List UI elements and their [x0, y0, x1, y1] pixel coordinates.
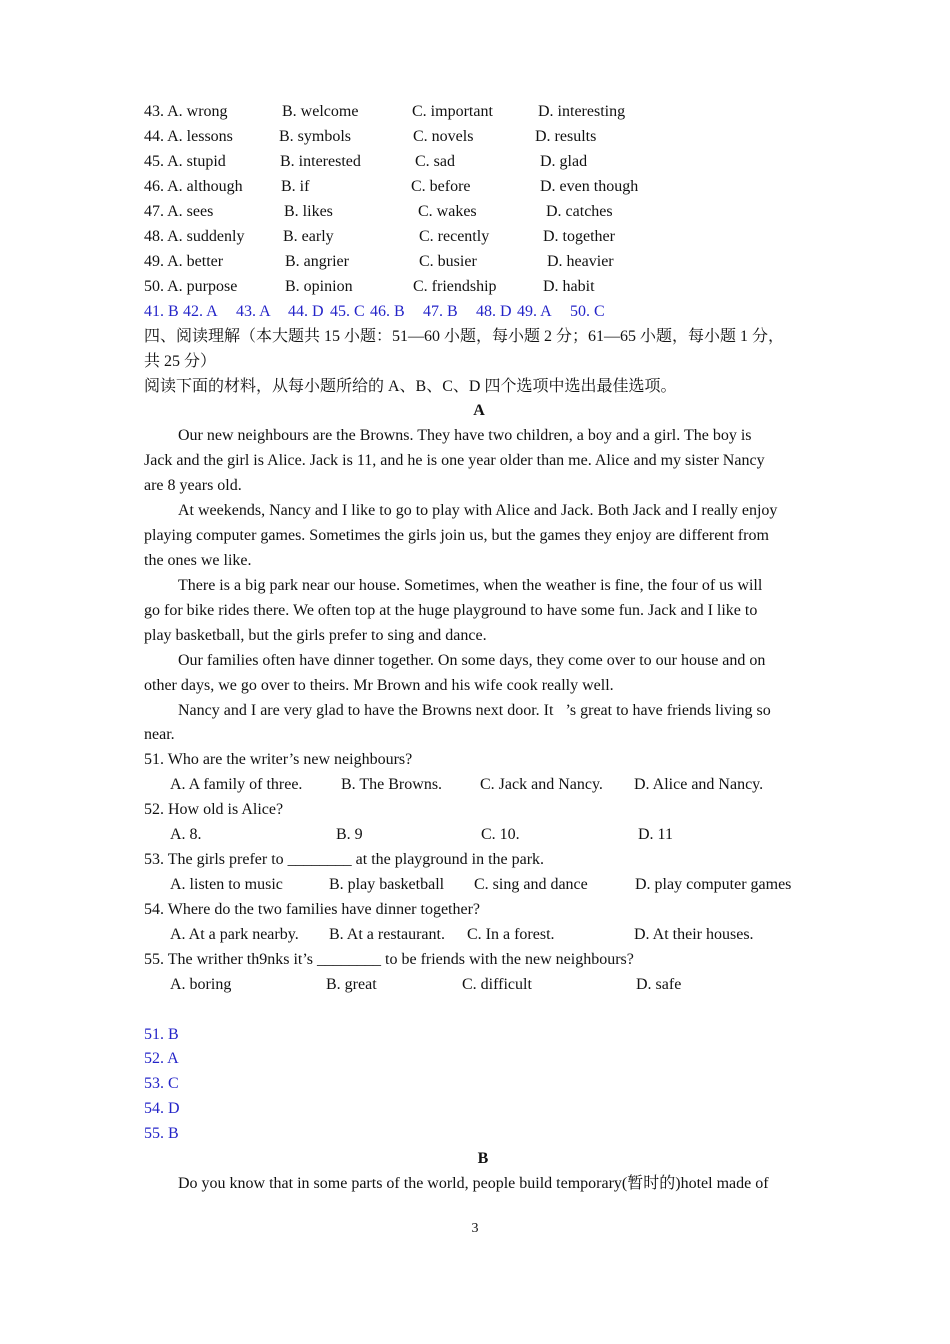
question-option-a: A. 8.: [170, 826, 202, 844]
paragraph-line: Jack and the girl is Alice. Jack is 11, and he is one year older than me. Alice and my sister Nancy: [144, 452, 765, 470]
cloze-options-row: [144, 200, 814, 225]
question-option-b: B. great: [326, 975, 377, 993]
paragraph-line: Nancy and I are very glad to have the Browns next door. It ’s great to have friends living so: [178, 701, 771, 719]
cloze-option-d: D. heavier: [547, 252, 614, 270]
cloze-option-b: B. early: [283, 228, 334, 245]
question-option-d: D. At their houses.: [634, 925, 754, 943]
cloze-options-row: [144, 150, 814, 175]
cloze-option-c: C. novels: [413, 128, 474, 146]
cloze-option-c: C. sad: [415, 153, 455, 171]
paragraph-line: Our new neighbours are the Browns. They have two children, a boy and a girl. The boy is: [178, 427, 752, 445]
cloze-option-c: C. recently: [419, 228, 490, 245]
reading-answer: 54. D: [144, 1100, 180, 1118]
cloze-answer-key: [144, 300, 814, 325]
reading-answer: 53. C: [144, 1075, 179, 1093]
cloze-option-d: D. even though: [540, 178, 639, 196]
question-option-d: D. 11: [638, 826, 673, 844]
question-stem: 54. Where do the two families have dinner together?: [144, 900, 481, 918]
paragraph-line: other days, we go over to theirs. Mr Brown and his wife cook really well.: [144, 676, 614, 694]
question-option-a: A. A family of three.: [170, 776, 303, 794]
cloze-option-b: B. opinion: [285, 277, 353, 295]
cloze-options-row: [144, 125, 814, 150]
question-option-c: C. 10.: [481, 826, 520, 844]
cloze-option-c: C. friendship: [413, 277, 497, 295]
question-option-a: A. boring: [170, 975, 232, 993]
cloze-option-a: 45. A. stupid: [144, 153, 226, 171]
cloze-option-b: B. likes: [284, 203, 333, 221]
question-option-c: C. difficult: [462, 975, 532, 993]
cloze-option-b: B. interested: [280, 153, 361, 171]
cloze-answer: 50. C: [570, 302, 605, 320]
cloze-option-d: D. together: [543, 228, 615, 245]
cloze-answer: 45. C: [330, 302, 365, 320]
cloze-option-c: C. before: [411, 178, 471, 196]
paragraph-line: the ones we like.: [144, 551, 252, 569]
question-stem: 55. The writher th9nks it’s ________ to be friends with the new neighbours?: [144, 950, 634, 968]
question-options: [144, 823, 814, 848]
cloze-answer: 46. B: [370, 302, 405, 320]
cloze-option-c: C. important: [412, 103, 493, 121]
question-option-d: D. play computer games: [635, 875, 792, 893]
section-instructions: 阅读下面的材料，从每小题所给的 A、B、C、D 四个选项中选出最佳选项。: [144, 377, 677, 395]
paragraph-line: At weekends, Nancy and I like to go to play with Alice and Jack. Both Jack and I really enjoy: [178, 502, 778, 520]
cloze-option-a: 44. A. lessons: [144, 128, 233, 146]
cloze-option-d: D. glad: [540, 153, 588, 171]
question-options: [144, 873, 814, 898]
reading-answer: 52. A: [144, 1050, 179, 1068]
cloze-answer: 42. A: [183, 302, 218, 320]
cloze-answer: 44. D: [288, 302, 324, 320]
cloze-answer: 47. B: [423, 302, 458, 320]
cloze-answer: 48. D: [476, 302, 512, 320]
cloze-option-c: C. busier: [419, 252, 477, 270]
cloze-options-row: [144, 175, 814, 200]
reading-answer: 55. B: [144, 1125, 179, 1143]
paragraph-line: play basketball, but the girls prefer to sing and dance.: [144, 626, 487, 644]
cloze-option-a: 43. A. wrong: [144, 103, 228, 121]
section-title-line: 四、阅读理解（本大题共 15 小题：51—60 小题，每小题 2 分；61—65 小题，每小题 1 分，: [144, 327, 785, 345]
question-option-d: D. Alice and Nancy.: [634, 776, 764, 794]
cloze-option-b: B. welcome: [282, 103, 359, 121]
blank-line: [144, 998, 814, 1023]
paragraph-line: Our families often have dinner together. On some days, they come over to our house and on: [178, 651, 766, 669]
cloze-option-d: D. results: [535, 128, 597, 146]
paragraph-line: There is a big park near our house. Sometimes, when the weather is fine, the four of us will: [178, 576, 763, 594]
cloze-option-a: 46. A. although: [144, 178, 243, 196]
cloze-option-a: 50. A. purpose: [144, 277, 238, 295]
question-option-b: B. The Browns.: [341, 776, 443, 794]
question-stem: 51. Who are the writer’s new neighbours?: [144, 751, 413, 769]
cloze-answer: 41. B: [144, 302, 179, 320]
cloze-options-row: [144, 275, 814, 300]
question-stem: 53. The girls prefer to ________ at the playground in the park.: [144, 851, 545, 869]
cloze-option-a: 47. A. sees: [144, 203, 214, 221]
question-stem: 52. How old is Alice?: [144, 801, 284, 819]
cloze-answer: 49. A: [517, 302, 552, 320]
passage-label: A: [473, 402, 485, 420]
paragraph-line: playing computer games. Sometimes the girls join us, but the games they enjoy are different from: [144, 527, 769, 545]
cloze-option-a: 49. A. better: [144, 252, 224, 270]
cloze-option-d: D. habit: [543, 277, 595, 295]
paragraph-line: near.: [144, 726, 175, 744]
cloze-option-a: 48. A. suddenly: [144, 228, 245, 245]
cloze-answer: 43. A: [236, 302, 271, 320]
cloze-option-b: B. angrier: [285, 252, 349, 270]
page-content: [144, 100, 814, 1197]
question-options: [144, 973, 814, 998]
cloze-options-row: [144, 225, 814, 250]
paragraph-line: Do you know that in some parts of the world, people build temporary(暂时的)hotel made of: [178, 1175, 769, 1193]
question-options: [144, 923, 814, 948]
cloze-option-b: B. if: [281, 178, 310, 196]
section-title-line: 共 25 分）: [144, 352, 217, 370]
paragraph-line: go for bike rides there. We often top at the huge playground to have some fun. Jack and I like to: [144, 601, 758, 619]
paragraph-line: are 8 years old.: [144, 477, 242, 495]
question-option-c: C. sing and dance: [474, 875, 588, 893]
question-option-a: A. At a park nearby.: [170, 925, 299, 943]
question-option-b: B. play basketball: [329, 875, 445, 893]
question-option-d: D. safe: [636, 975, 682, 993]
question-option-c: C. In a forest.: [467, 925, 555, 943]
question-option-a: A. listen to music: [170, 875, 283, 893]
reading-answer: 51. B: [144, 1025, 179, 1043]
question-option-c: C. Jack and Nancy.: [480, 776, 603, 794]
cloze-options-row: [144, 100, 814, 125]
cloze-option-d: D. interesting: [538, 103, 626, 121]
cloze-option-c: C. wakes: [418, 203, 477, 221]
question-option-b: B. 9: [336, 826, 363, 844]
cloze-options-row: [144, 250, 814, 275]
cloze-option-d: D. catches: [546, 203, 613, 221]
page-number: 3: [471, 1220, 479, 1236]
cloze-option-b: B. symbols: [279, 128, 352, 146]
question-option-b: B. At a restaurant.: [329, 925, 445, 943]
question-options: [144, 773, 814, 798]
passage-label: B: [477, 1150, 489, 1168]
